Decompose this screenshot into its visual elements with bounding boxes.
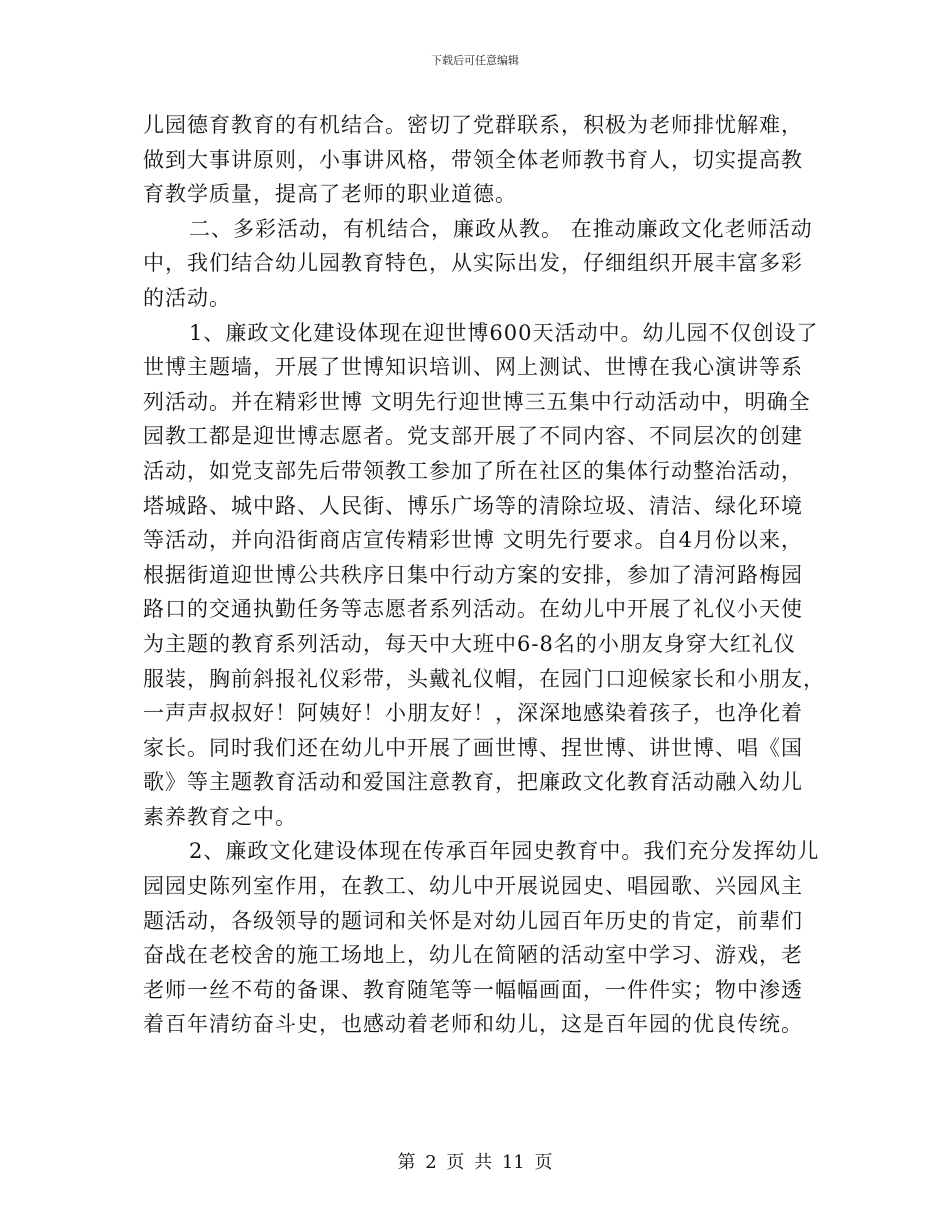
text-line: 园园史陈列室作用，在教工、幼儿中开展说园史、唱园歌、兴园风主 xyxy=(143,874,803,899)
paragraph xyxy=(143,316,825,835)
text-line: 中，我们结合幼儿园教育特色，从实际出发，仔细组织开展丰富多彩 xyxy=(143,251,803,276)
paragraph xyxy=(143,108,807,212)
text-line: 列活动。并在精彩世博 文明先行迎世博三五集中行动活动中，明确全 xyxy=(143,389,811,414)
paragraph xyxy=(143,834,820,1042)
text-line: 育教学质量，提高了老师的职业道德。 xyxy=(143,182,517,207)
text-line: 家长。同时我们还在幼儿中开展了画世博、捏世博、讲世博、唱《国 xyxy=(143,735,803,760)
text-line: 儿园德育教育的有机结合。密切了党群联系，积极为老师排忧解难， xyxy=(143,113,803,137)
text-line: 素养教育之中。 xyxy=(143,804,297,829)
page-number: 第 2 页 共 11 页 xyxy=(397,1152,553,1173)
text-line: 奋战在老校舍的施工场地上，幼儿在简陋的活动室中学习、游戏，老 xyxy=(143,943,803,968)
text-line: 服装，胸前斜报礼仪彩带，头戴礼仪帽，在园门口迎候家长和小朋友， xyxy=(143,666,825,691)
text-line: 老师一丝不苟的备课、教育随笔等一幅幅画面，一件件实；物中渗透 xyxy=(143,977,803,1002)
text-line: 2、廉政文化建设体现在传承百年园史教育中。我们充分发挥幼儿 xyxy=(189,839,820,864)
document-body xyxy=(143,108,825,1042)
text-line: 1、廉政文化建设体现在迎世博600天活动中。幼儿园不仅创设了 xyxy=(189,320,819,345)
text-line: 一声声叔叔好！阿姨好！小朋友好！，深深地感染着孩子，也净化着 xyxy=(143,701,803,726)
paragraph xyxy=(143,212,813,316)
text-line: 二、多彩活动，有机结合，廉政从教。 在推动廉政文化老师活动 xyxy=(189,216,813,241)
text-line: 塔城路、城中路、人民街、博乐广场等的清除垃圾、清洁、绿化环境 xyxy=(143,493,803,518)
text-line: 园教工都是迎世博志愿者。党支部开展了不同内容、不同层次的创建 xyxy=(143,424,803,449)
text-line: 歌》等主题教育活动和爱国注意教育，把廉政文化教育活动融入幼儿 xyxy=(143,770,803,795)
text-line: 等活动，并向沿街商店宣传精彩世博 文明先行要求。自4月份以来， xyxy=(143,528,804,553)
text-line: 活动，如党支部先后带领教工参加了所在社区的集体行动整治活动， xyxy=(143,458,803,483)
text-line: 为主题的教育系列活动，每天中大班中6-8名的小朋友身穿大红礼仪 xyxy=(143,631,796,656)
text-line: 根据街道迎世博公共秩序日集中行动方案的安排，参加了清河路梅园 xyxy=(143,562,803,587)
page-header: 下载后可任意编辑 xyxy=(431,54,519,67)
text-line: 题活动，各级领导的题词和关怀是对幼儿园百年历史的肯定，前辈们 xyxy=(143,908,803,933)
text-line: 的活动。 xyxy=(143,285,231,310)
text-line: 做到大事讲原则，小事讲风格，带领全体老师教书育人，切实提高教 xyxy=(143,147,803,172)
text-line: 路口的交通执勤任务等志愿者系列活动。在幼儿中开展了礼仪小天使 xyxy=(143,597,803,622)
text-line: 世博主题墙，开展了世博知识培训、网上测试、世博在我心演讲等系 xyxy=(143,355,803,380)
text-line: 着百年清纺奋斗史，也感动着老师和幼儿，这是百年园的优良传统。 xyxy=(143,1012,803,1037)
